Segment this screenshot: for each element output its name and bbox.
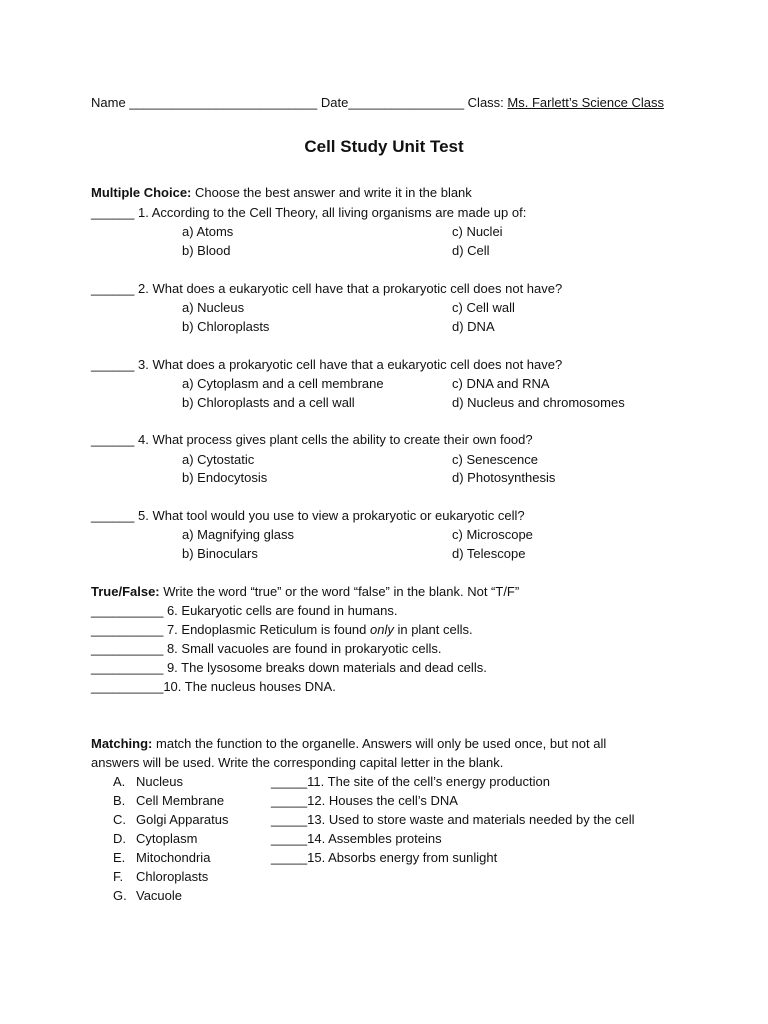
organelle-letter: F. <box>113 869 124 884</box>
function-12 <box>271 793 458 809</box>
function-text: Absorbs energy from sunlight <box>328 850 498 865</box>
tf-blank-9[interactable]: __________ <box>91 660 164 675</box>
option-c: c) Cell wall <box>452 300 515 315</box>
organelle-name: Cell Membrane <box>136 793 225 808</box>
tf-item-9 <box>91 660 487 676</box>
option-b: b) Chloroplasts <box>182 319 270 334</box>
option-a: a) Atoms <box>182 224 234 239</box>
option-a: a) Nucleus <box>182 300 245 315</box>
organelle-a <box>113 774 183 790</box>
match-blank-15[interactable]: _____ <box>271 850 308 865</box>
answer-blank-1[interactable]: ______ <box>91 205 135 220</box>
function-number: 12. <box>307 793 326 808</box>
organelle-name: Vacuole <box>136 888 183 903</box>
option-d: d) Cell <box>452 243 490 258</box>
option-a: a) Cytostatic <box>182 452 255 467</box>
item-number: 10. <box>163 679 182 694</box>
option-d: d) Photosynthesis <box>452 470 556 485</box>
matching-instructions-2: answers will be used. Write the corresponding capital letter in the blank. <box>91 755 504 770</box>
option-b: b) Binoculars <box>182 546 258 561</box>
function-13 <box>271 812 635 828</box>
matching-heading-line <box>91 736 606 752</box>
option-c: c) DNA and RNA <box>452 376 550 391</box>
question-number: 5. <box>138 508 149 523</box>
function-14 <box>271 831 442 847</box>
question-text: What tool would you use to view a prokaryotic or eukaryotic cell? <box>152 508 525 523</box>
name-field[interactable]: Name __________________________ <box>91 95 318 110</box>
organelle-name: Golgi Apparatus <box>136 812 229 827</box>
tf-instructions: Write the word “true” or the word “false” in the blank. Not “T/F” <box>163 584 520 599</box>
item-number: 9. <box>166 660 178 675</box>
organelle-letter: E. <box>113 850 126 865</box>
organelle-name: Cytoplasm <box>136 831 198 846</box>
option-c: c) Senescence <box>452 452 538 467</box>
question-2 <box>91 281 562 297</box>
option-c: c) Nuclei <box>452 224 503 239</box>
class-value: Ms. Farlett’s Science Class <box>507 95 664 110</box>
function-number: 13. <box>307 812 326 827</box>
question-5 <box>91 508 525 524</box>
organelle-b <box>113 793 224 809</box>
organelle-d <box>113 831 197 847</box>
organelle-letter: C. <box>113 812 126 827</box>
tf-heading: True/False: <box>91 584 160 599</box>
function-number: 14. <box>307 831 326 846</box>
function-text: The site of the cell’s energy production <box>327 774 550 789</box>
function-text: Houses the cell’s DNA <box>328 793 458 808</box>
mc-instructions: Choose the best answer and write it in the blank <box>195 185 472 200</box>
item-emphasis: only <box>370 622 394 637</box>
answer-blank-2[interactable]: ______ <box>91 281 135 296</box>
item-number: 7. <box>166 622 178 637</box>
question-text: What does a prokaryotic cell have that a eukaryotic cell does not have? <box>152 357 563 372</box>
date-field[interactable]: Date________________ <box>320 95 465 110</box>
question-number: 1. <box>138 205 149 220</box>
organelle-name: Nucleus <box>136 774 183 789</box>
page-title: Cell Study Unit Test <box>304 137 464 156</box>
matching-instructions-1: match the function to the organelle. Answers will only be used once, but not all <box>156 736 607 751</box>
organelle-name: Chloroplasts <box>136 869 209 884</box>
organelle-letter: B. <box>113 793 126 808</box>
matching-heading: Matching: <box>91 736 153 751</box>
question-4 <box>91 432 533 448</box>
tf-item-8 <box>91 641 442 657</box>
organelle-letter: G. <box>113 888 127 903</box>
mc-heading-line <box>91 185 472 201</box>
match-blank-11[interactable]: _____ <box>271 774 308 789</box>
tf-blank-10[interactable]: __________ <box>91 679 164 694</box>
option-d: d) Telescope <box>452 546 526 561</box>
mc-heading: Multiple Choice: <box>91 185 192 200</box>
match-blank-13[interactable]: _____ <box>271 812 308 827</box>
item-number: 8. <box>166 641 178 656</box>
function-text: Assembles proteins <box>328 831 442 846</box>
tf-blank-7[interactable]: __________ <box>91 622 164 637</box>
function-11 <box>271 774 550 790</box>
item-number: 6. <box>166 603 178 618</box>
tf-item-6 <box>91 603 397 619</box>
tf-item-7 <box>91 622 473 638</box>
organelle-letter: D. <box>113 831 126 846</box>
function-15 <box>271 850 497 866</box>
item-text-after: in plant cells. <box>393 622 473 637</box>
option-a: a) Magnifying glass <box>182 527 294 542</box>
answer-blank-5[interactable]: ______ <box>91 508 135 523</box>
organelle-f <box>113 869 208 885</box>
header-line <box>91 95 664 111</box>
tf-blank-6[interactable]: __________ <box>91 603 164 618</box>
option-b: b) Blood <box>182 243 231 258</box>
organelle-e <box>113 850 210 866</box>
organelle-letter: A. <box>113 774 126 789</box>
question-number: 2. <box>138 281 149 296</box>
question-1 <box>91 205 526 221</box>
match-blank-14[interactable]: _____ <box>271 831 308 846</box>
question-text: According to the Cell Theory, all living organisms are made up of: <box>151 205 527 220</box>
answer-blank-4[interactable]: ______ <box>91 432 135 447</box>
answer-blank-3[interactable]: ______ <box>91 357 135 372</box>
item-text: Small vacuoles are found in prokaryotic cells. <box>181 641 442 656</box>
item-text: Eukaryotic cells are found in humans. <box>181 603 398 618</box>
option-d: d) DNA <box>452 319 495 334</box>
organelle-g <box>113 888 182 904</box>
class-label: Class: <box>467 95 504 110</box>
item-text: The nucleus houses DNA. <box>184 679 336 694</box>
question-text: What process gives plant cells the ability to create their own food? <box>152 432 533 447</box>
tf-blank-8[interactable]: __________ <box>91 641 164 656</box>
tf-item-10 <box>91 679 336 695</box>
question-text: What does a eukaryotic cell have that a prokaryotic cell does not have? <box>152 281 563 296</box>
function-number: 11. <box>307 774 325 789</box>
option-b: b) Chloroplasts and a cell wall <box>182 395 355 410</box>
tf-heading-line <box>91 584 519 600</box>
option-b: b) Endocytosis <box>182 470 268 485</box>
question-number: 3. <box>138 357 149 372</box>
organelle-c <box>113 812 229 828</box>
option-d: d) Nucleus and chromosomes <box>452 395 625 410</box>
option-a: a) Cytoplasm and a cell membrane <box>182 376 384 391</box>
option-c: c) Microscope <box>452 527 533 542</box>
item-text-before: Endoplasmic Reticulum is found <box>181 622 370 637</box>
function-text: Used to store waste and materials needed by the cell <box>328 812 635 827</box>
question-number: 4. <box>138 432 149 447</box>
item-text: The lysosome breaks down materials and dead cells. <box>181 660 487 675</box>
question-3 <box>91 357 562 373</box>
function-number: 15. <box>307 850 326 865</box>
organelle-name: Mitochondria <box>136 850 211 865</box>
match-blank-12[interactable]: _____ <box>271 793 308 808</box>
